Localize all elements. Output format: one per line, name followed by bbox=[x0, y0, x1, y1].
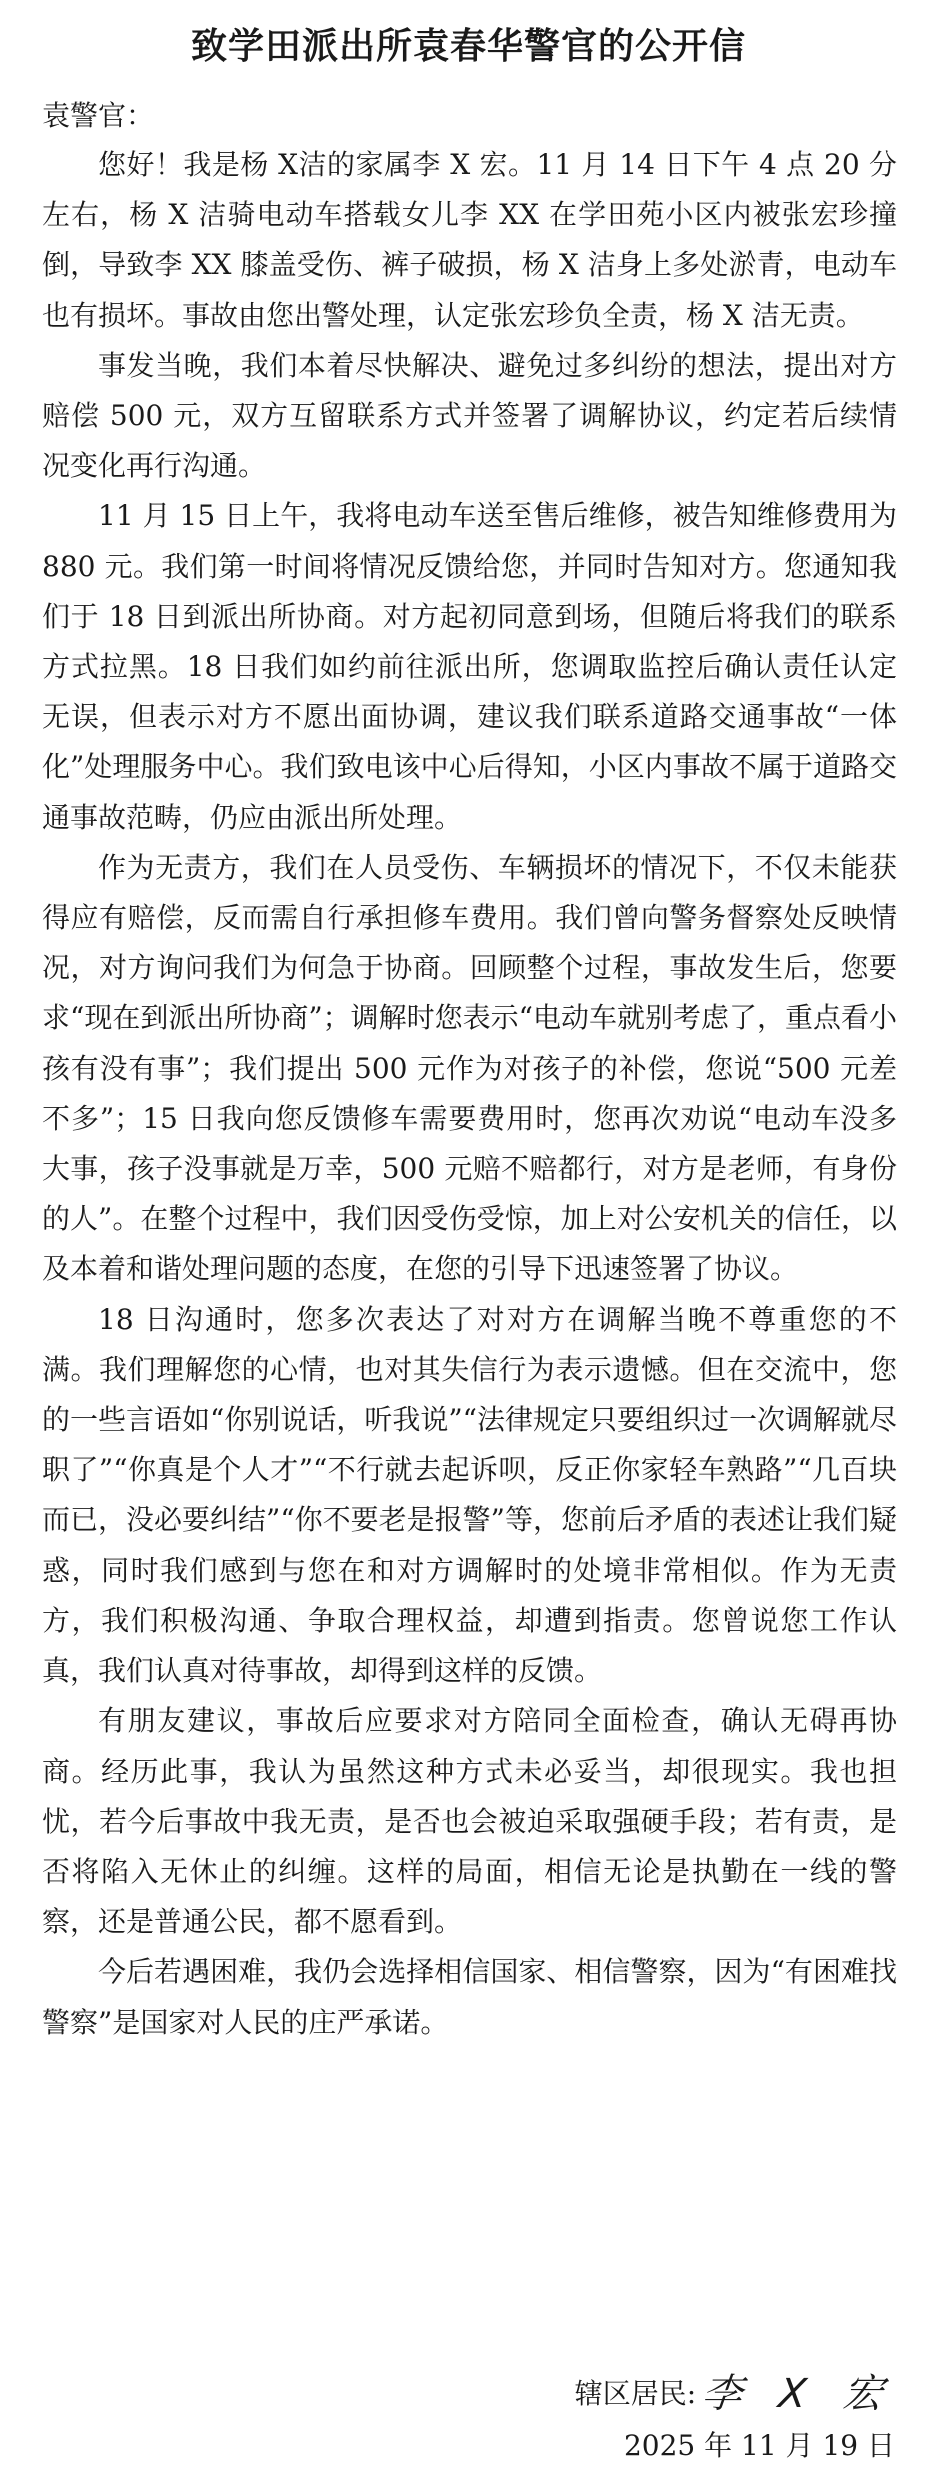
letter-body bbox=[42, 140, 897, 2048]
letter-title: 致学田派出所袁春华警官的公开信 bbox=[190, 25, 746, 67]
letter-date: 2025 年 11 月 19 日 bbox=[623, 2429, 895, 2462]
paragraph: 事发当晚，我们本着尽快解决、避免过多纠纷的想法，提出对方赔偿 500 元，双方互留联系方式并签署了调解协议，约定若后续情况变化再行沟通。 bbox=[42, 348, 897, 483]
paragraph: 有朋友建议，事故后应要求对方陪同全面检查，确认无碍再协商。经历此事，我认为虽然这种方式未必妥当，却很现实。我也担忧，若今后事故中我无责，是否也会被迫采取强硬手段；若有责，是否将陷入无休止的纠缠。这样的局面，相信无论是执勤在一线的警察，还是普通公民，都不愿看到。 bbox=[42, 1704, 897, 1939]
paragraph: 11 月 15 日上午，我将电动车送至售后维修，被告知维修费用为 880 元。我们第一时间将情况反馈给您，并同时告知对方。您通知我们于 18 日到派出所协商。对方起初同意到场，但随后将我们的联系方式拉黑。18 日我们如约前往派出所，您调取监控后确认责任认定无误，但表示对方不愿出面协调，建议我们联系道路交通事故“一体化”处理服务中心。我们致电该中心后得知，小区内事故不属于道路交通事故范畴，仍应由派出所处理。 bbox=[42, 499, 897, 834]
signature-label: 辖区居民: bbox=[574, 2377, 697, 2410]
handwritten-signature: 李 X 宏 bbox=[699, 2371, 898, 2417]
paragraph: 18 日沟通时，您多次表达了对对方在调解当晚不尊重您的不满。我们理解您的心情，也对其失信行为表示遗憾。但在交流中，您的一些言语如“你别说话，听我说”“法律规定只要组织过一次调解就尽职了”“你真是个人才”“不行就去起诉呗，反正你家轻车熟路”“几百块而已，没必要纠结”“你不要老是报警”等，您前后矛盾的表述让我们疑惑，同时我们感到与您在和对方调解时的处境非常相似。作为无责方，我们积极沟通、争取合理权益，却遭到指责。您曾说您工作认真，我们认真对待事故，却得到这样的反馈。 bbox=[42, 1302, 897, 1688]
paragraph: 作为无责方，我们在人员受伤、车辆损坏的情况下，不仅未能获得应有赔偿，反而需自行承担修车费用。我们曾向警务督察处反映情况，对方询问我们为何急于协商。回顾整个过程，事故发生后，您要求“现在到派出所协商”；调解时您表示“电动车就别考虑了，重点看小孩有没有事”；我们提出 500 元作为对孩子的补偿，您说“500 元差不多”；15 日我向您反馈修车需要费用时，您再次劝说“电动车没多大事，孩子没事就是万幸，500 元赔不赔都行，对方是老师，有身份的人”。在整个过程中，我们因受伤受惊，加上对公安机关的信任，以及本着和谐处理问题的态度，在您的引导下迅速签署了协议。 bbox=[42, 850, 897, 1286]
paragraph: 您好！我是杨 X洁的家属李 X 宏。11 月 14 日下午 4 点 20 分左右，杨 X 洁骑电动车搭载女儿李 XX 在学田苑小区内被张宏珍撞倒，导致李 XX 膝盖受伤、裤子破损，杨 X 洁身上多处淤青，电动车也有损坏。事故由您出警处理，认定张宏珍负全责，杨 X 洁无责。 bbox=[42, 148, 897, 332]
paragraph: 今后若遇困难，我仍会选择相信国家、相信警察，因为“有困难找警察”是国家对人民的庄严承诺。 bbox=[42, 1955, 897, 2039]
salutation: 袁警官： bbox=[42, 99, 155, 132]
signature-block bbox=[574, 2370, 898, 2418]
